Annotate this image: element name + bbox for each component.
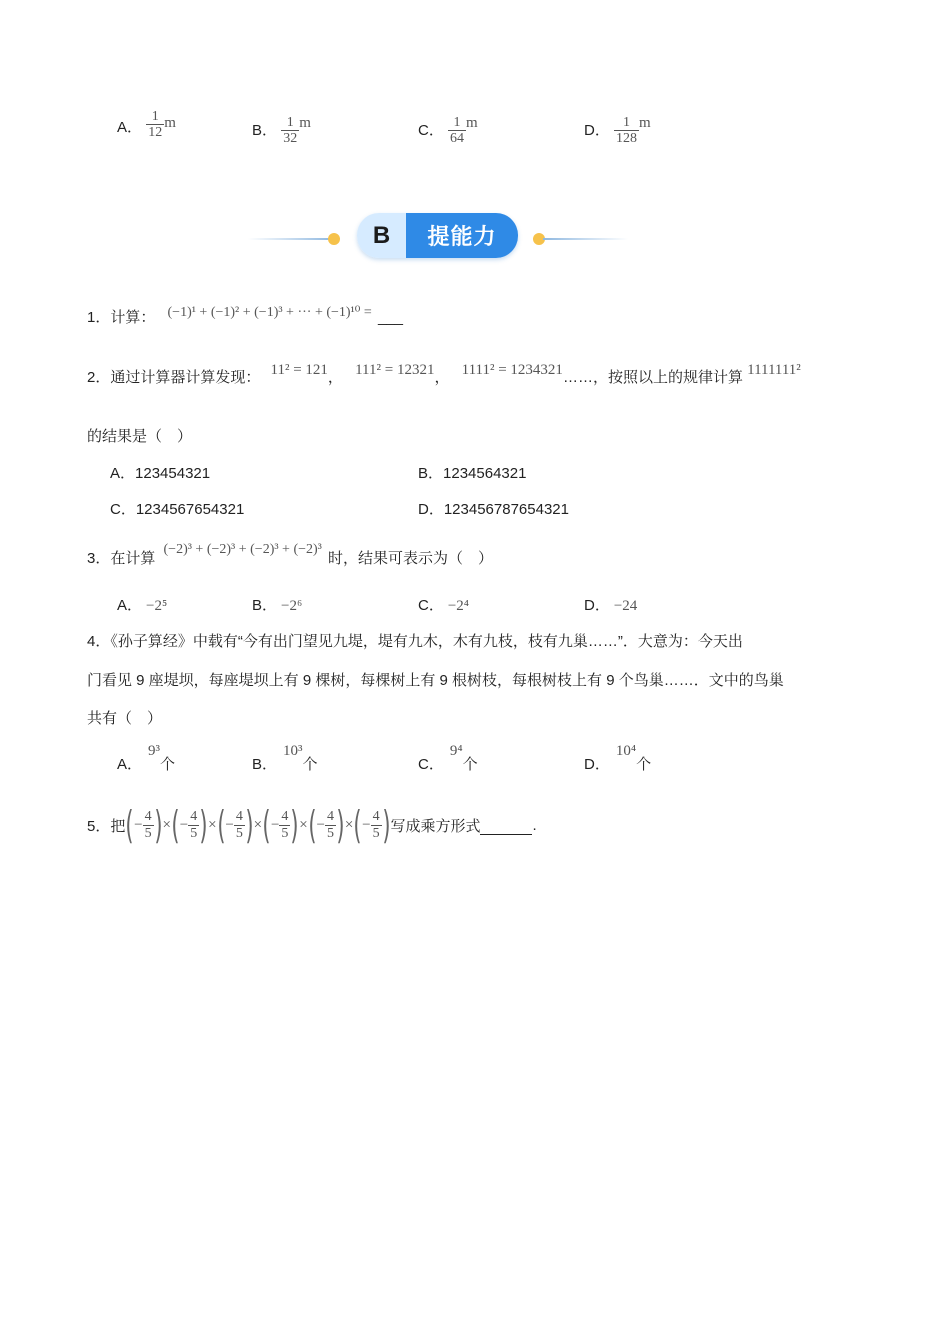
question-2-prefix: 2．通过计算器计算发现： [87,369,261,386]
question-4-line-3: 共有（ ） [87,710,163,727]
unit: m [164,115,176,131]
times-sign: × [299,816,308,833]
question-4-option-c: C．9⁴个 [418,743,478,773]
question-4-option-a: A．9³个 [117,743,176,773]
question-2-option-a: A．123454321 [110,465,211,482]
question-1-expression: (−1)¹ + (−1)² + (−1)³ + ··· + (−1)¹⁰ = [167,305,372,320]
times-sign: × [208,816,217,833]
unit: m [299,115,311,131]
fraction: $\frac{1}{32}$ [283,115,298,147]
top-option-a [117,109,176,141]
question-5-product [125,803,390,847]
question-3-expression: (−2)³ + (−2)³ + (−2)³ + (−2)³ [163,542,322,557]
banner-line-right [543,238,628,240]
question-2-expr-1: 11² = 121 [270,362,328,378]
fraction: $\frac{1}{64}$ [450,115,465,147]
question-3-option-b: B． −2⁶ [252,597,303,614]
factor: (− $\frac{4}{5}$ ) [216,803,254,847]
question-2-expr-2: 111² = 12321 [355,362,435,378]
question-2-middle: ……，按照以上的规律计算 [562,369,743,386]
section-badge [357,213,518,258]
top-option-c [418,115,478,147]
factor: (− $\frac{4}{5}$ ) [353,803,391,847]
factor: (− $\frac{4}{5}$ ) [125,803,163,847]
banner-line-left [248,238,333,240]
question-2-line-2: 的结果是（ ） [87,428,193,445]
question-4-option-b: B．10³个 [252,743,318,773]
times-sign: × [162,816,171,833]
question-2-sep-1: ， [327,369,343,386]
section-letter: B [357,213,406,258]
factor: (− $\frac{4}{5}$ ) [262,803,299,847]
top-option-d [584,115,651,147]
question-3-option-d: D． −24 [584,597,638,614]
fraction: $\frac{1}{12}$ [148,109,163,141]
question-5-end: . [532,816,537,834]
question-4-line-1: 4．《孙子算经》中载有“今有出门望见九堤，堤有九木，木有九枝，枝有九巢……”．大意为：今天出 [87,633,743,650]
question-4-option-d: D．10⁴个 [584,743,652,773]
unit: m [639,115,651,131]
option-label: A． [117,118,143,136]
banner-dot-left [328,233,340,245]
question-2-option-c: C．1234567654321 [110,501,245,518]
fraction: $\frac{1}{128}$ [616,115,638,147]
unit: m [466,115,478,131]
question-3 [87,542,493,568]
section-title: 提能力 [406,213,518,258]
question-2-sep-2: ， [434,369,450,386]
answer-blank [480,816,532,835]
option-label: B． [252,121,278,139]
option-label: D． [584,121,610,139]
question-5-prefix: 5．把 [87,817,126,835]
question-1-prefix: 1．计算： [87,309,156,326]
question-3-option-c: C． −2⁴ [418,597,470,614]
factor: (− $\frac{4}{5}$ ) [171,803,208,847]
question-1 [87,304,403,327]
times-sign: × [344,816,354,833]
factor: (− $\frac{4}{5}$ ) [308,803,345,847]
question-2-expr-3: 1111² = 1234321 [461,362,563,378]
question-4-line-2: 门看见 9 座堤坝，每座堤坝上有 9 棵树，每棵树上有 9 根树枝，每根树枝上有 9 个鸟巢……．文中的鸟巢 [87,672,784,689]
question-3-prefix: 3．在计算 [87,550,156,567]
question-3-option-a: A． −2⁵ [117,597,168,614]
question-2-option-b: B．1234564321 [418,465,527,482]
times-sign: × [253,816,263,833]
question-2-option-d: D．123456787654321 [418,501,569,518]
option-label: C． [418,121,444,139]
question-2-expr-4: 1111111² [747,362,801,378]
question-5-suffix: 写成乘方形式 [390,817,481,835]
question-3-suffix: 时，结果可表示为（ ） [328,550,494,567]
question-2-line-1 [87,362,801,387]
question-5 [87,802,537,848]
question-1-blank: ___ [377,309,403,326]
top-option-b [252,115,311,147]
top-options-row [0,109,950,160]
